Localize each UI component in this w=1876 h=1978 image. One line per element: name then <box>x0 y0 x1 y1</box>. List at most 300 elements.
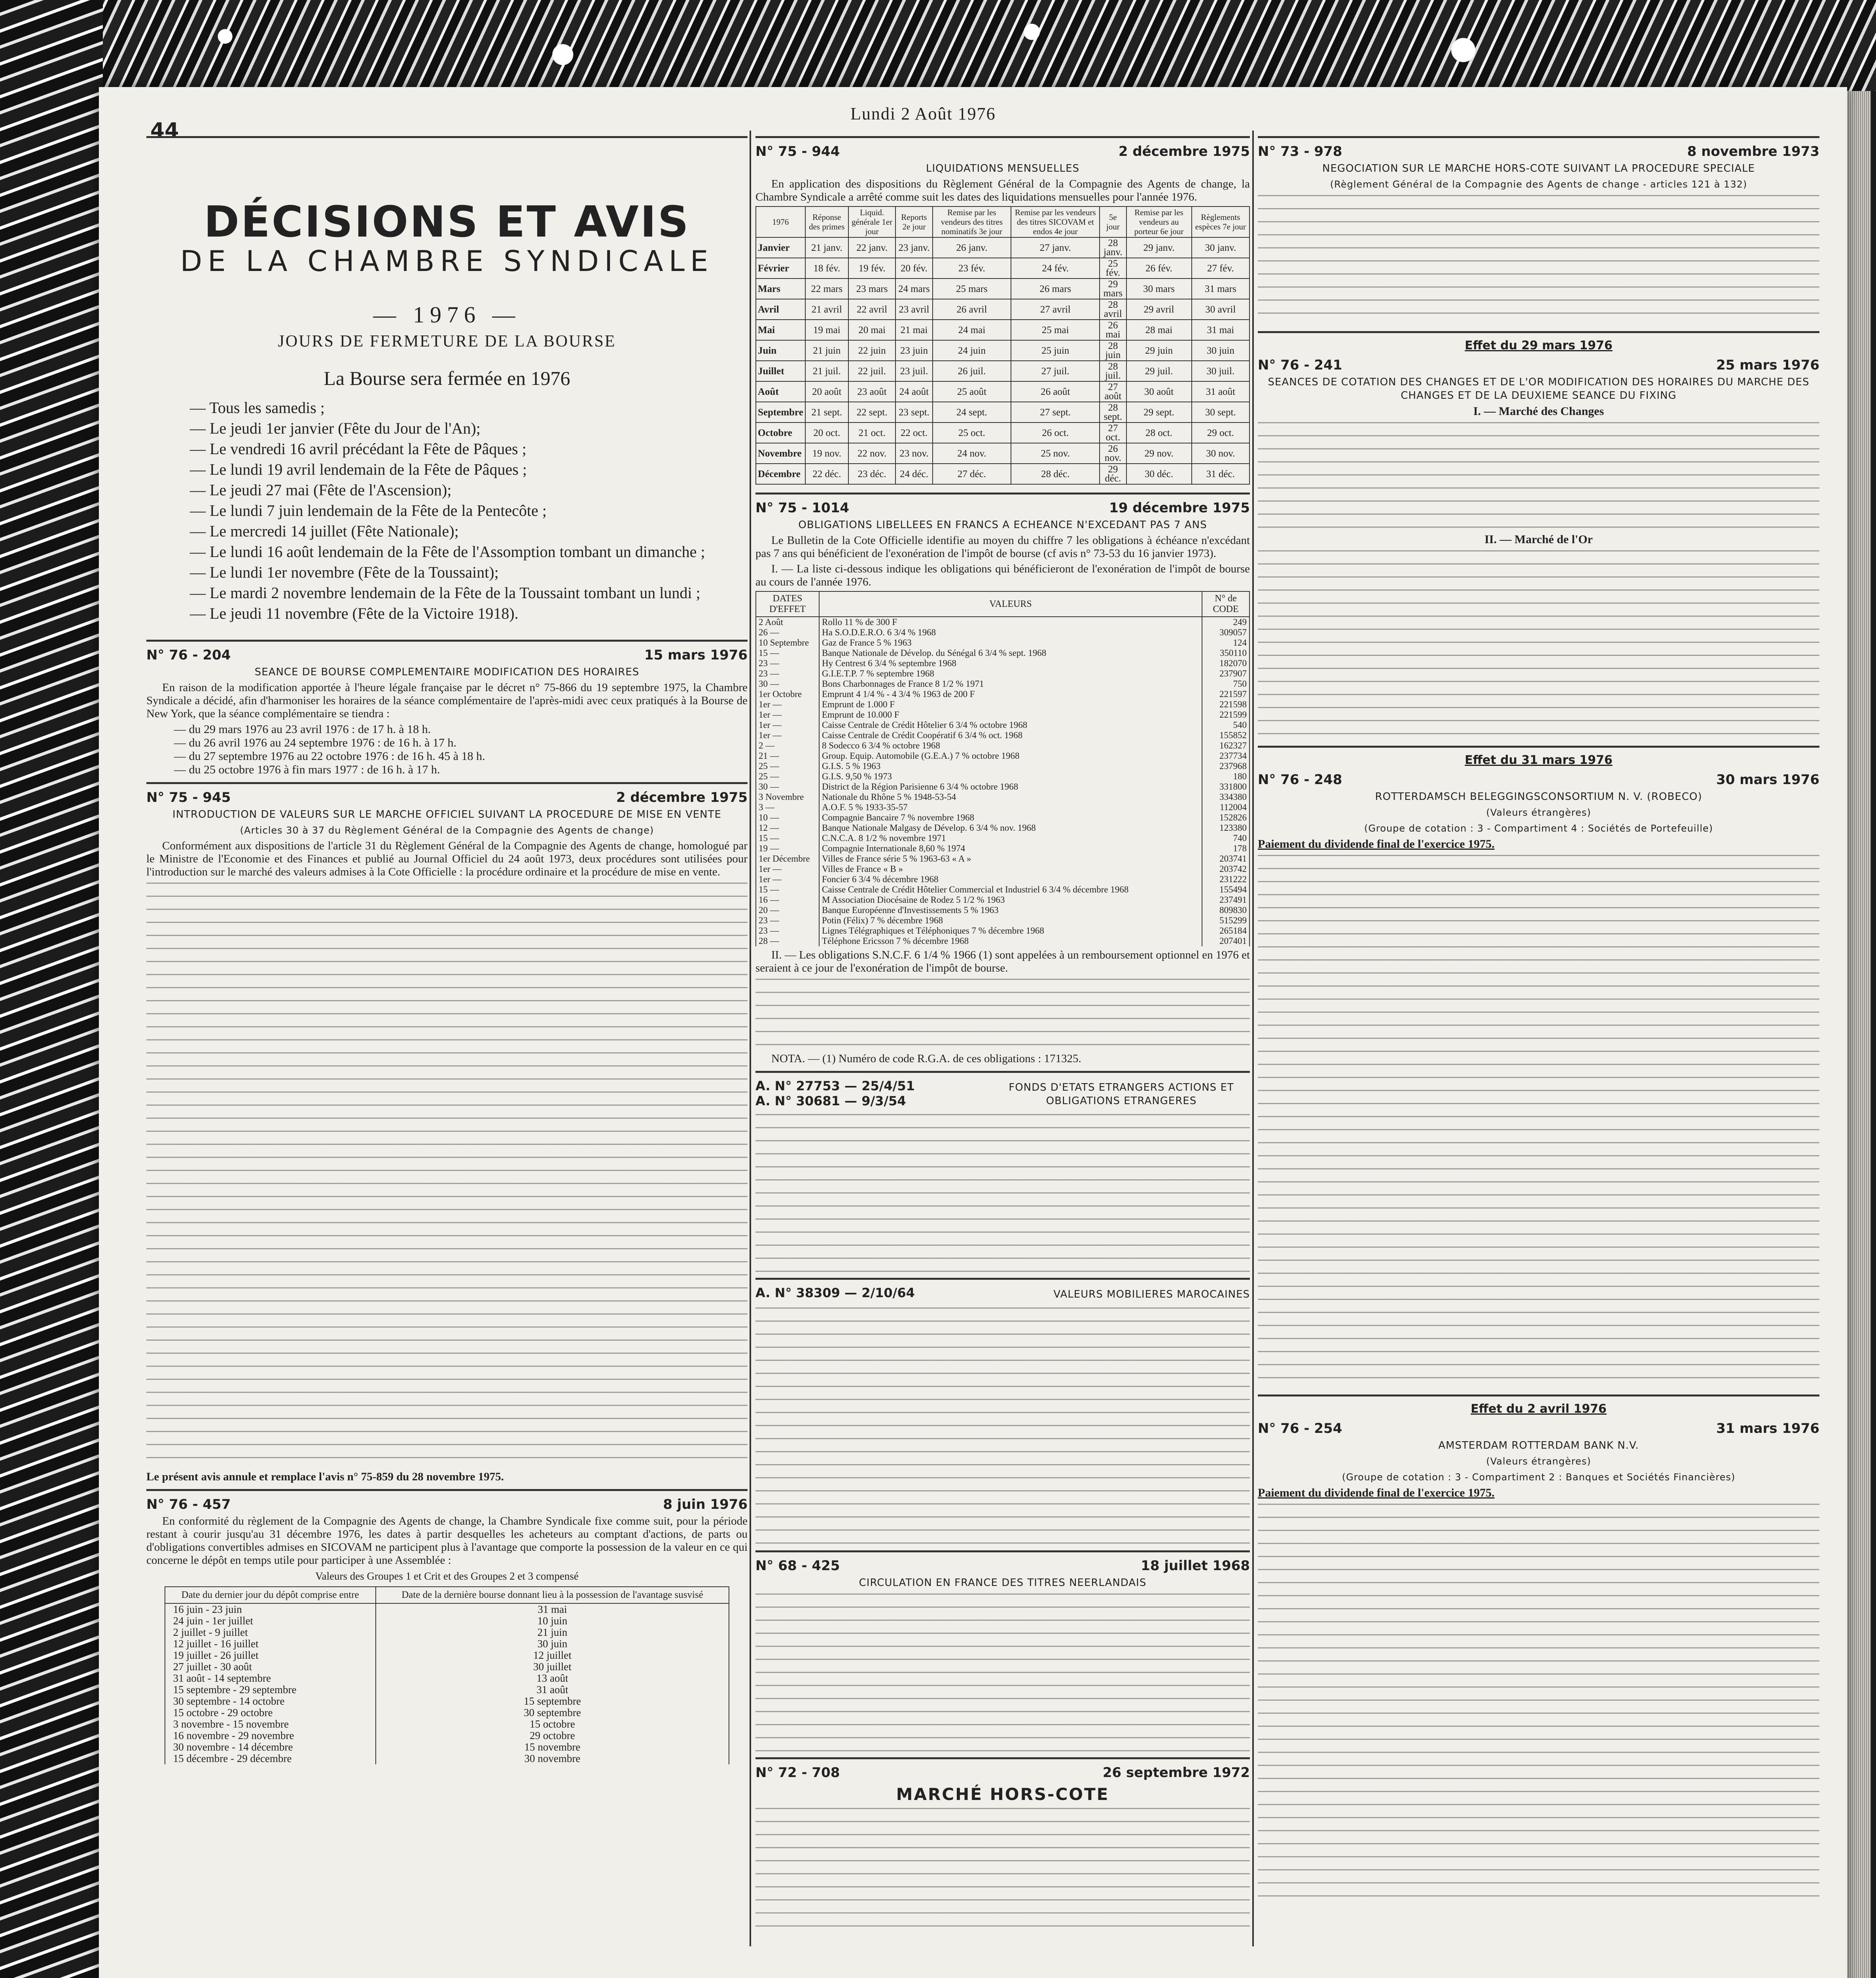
notice-text: En conformité du règlement de la Compagnie des Agents de change, la Chambre Syndicale fixe comme suit, pour la période restant à courir jusqu'au 31 décembre 1976, les dates à partir desquelles les acheteurs au comptant d'actions, de parts ou d'obligations convertibles admises en SICOVAM ne participent plus à l'avantage que comporte la possession de la valeur en ce qui concerne le dépôt en temps utile pour participer à une Assemblée : <box>146 1515 748 1567</box>
notice-subtitle: (Valeurs étrangères) <box>1486 807 1591 818</box>
month-cell: Juin <box>756 340 805 361</box>
table-row <box>165 1753 729 1764</box>
date-cell: 24 mai <box>933 320 1011 340</box>
code-cell: 112004 <box>1202 802 1249 813</box>
body-text-block <box>755 979 1250 1050</box>
value-cell: Banque Nationale Malgasy de Dévelop. 6 3/4 % nov. 1968 <box>819 823 1202 833</box>
month-cell: Avril <box>756 299 805 320</box>
table-row <box>165 1650 729 1661</box>
notice-header <box>755 1765 1250 1781</box>
notice-date: 15 mars 1976 <box>644 647 748 663</box>
date-range-cell: 15 décembre - 29 décembre <box>165 1753 376 1764</box>
table-row <box>756 464 1249 484</box>
notice-title: ROTTERDAMSCH BELEGGINGSCONSORTIUM N. V. (ROBECO) <box>1375 791 1702 803</box>
date-cell: 13 août <box>376 1673 729 1684</box>
date-cell: 1er Octobre <box>756 689 819 699</box>
year-line: — 1976 — <box>373 302 521 328</box>
date-cell: 30 septembre <box>376 1707 729 1718</box>
list-item: — Le jeudi 1er janvier (Fête du Jour de l'An); <box>190 419 481 437</box>
code-cell: 182070 <box>1202 658 1249 669</box>
date-cell: 26 mai <box>1100 320 1126 340</box>
date-cell: 1er — <box>756 730 819 741</box>
code-cell: 515299 <box>1202 915 1249 926</box>
notice-header <box>1258 1421 1819 1436</box>
notice-text: I. — La liste ci-dessous indique les obligations qui bénéficieront de l'exonération de l'impôt de bourse au cours de l'année 1976. <box>755 563 1250 588</box>
effective-date: Effet du 29 mars 1976 <box>1465 339 1613 352</box>
date-cell: 23 juin <box>895 340 932 361</box>
date-cell: 25 août <box>933 381 1011 402</box>
date-cell: 25 juin <box>1011 340 1100 361</box>
date-cell: 31 août <box>1192 381 1249 402</box>
notice-title: INTRODUCTION DE VALEURS SUR LE MARCHE OFFICIEL SUIVANT LA PROCEDURE DE MISE EN VENTE <box>172 809 721 820</box>
date-cell: 3 Novembre <box>756 792 819 802</box>
date-cell: 23 mars <box>848 279 896 299</box>
date-range-cell: 16 juin - 23 juin <box>165 1603 376 1615</box>
date-range-cell: 3 novembre - 15 novembre <box>165 1718 376 1730</box>
table-header: Liquid. générale 1er jour <box>848 207 896 237</box>
table-row <box>756 936 1249 946</box>
value-cell: Emprunt de 10.000 F <box>819 710 1202 720</box>
date-cell: 31 mars <box>1192 279 1249 299</box>
date-cell: 22 mars <box>805 279 848 299</box>
date-cell: 2 Août <box>756 617 819 627</box>
date-cell: 22 oct. <box>895 423 932 443</box>
date-cell: 25 — <box>756 761 819 771</box>
notice-ref: N° 75 - 944 <box>755 144 840 159</box>
table-header: Reports 2e jour <box>895 207 932 237</box>
date-cell: 26 août <box>1011 381 1100 402</box>
column-left <box>146 131 748 1946</box>
code-cell: 155852 <box>1202 730 1249 741</box>
code-cell: 124 <box>1202 638 1249 648</box>
column-middle <box>755 131 1250 1946</box>
date-cell: 30 juil. <box>1192 361 1249 381</box>
date-cell: 21 juin <box>805 340 848 361</box>
month-cell: Septembre <box>756 402 805 423</box>
month-cell: Mai <box>756 320 805 340</box>
table-header: 5e jour <box>1100 207 1126 237</box>
code-cell: 750 <box>1202 679 1249 689</box>
table-row <box>165 1638 729 1650</box>
date-cell: 28 avril <box>1100 299 1126 320</box>
page-subtitle: DE LA CHAMBRE SYNDICALE <box>180 244 714 278</box>
date-cell: 1er — <box>756 710 819 720</box>
notice-ref: N° 76 - 248 <box>1258 772 1342 788</box>
table-row <box>756 782 1249 792</box>
code-cell: 540 <box>1202 720 1249 730</box>
table-row <box>165 1730 729 1741</box>
date-cell: 30 nov. <box>1192 443 1249 464</box>
date-cell: 27 avril <box>1011 299 1100 320</box>
date-cell: 30 mars <box>1126 279 1192 299</box>
notice-group: (Groupe de cotation : 3 - Compartiment 2 : Banques et Sociétés Financières) <box>1342 1472 1736 1483</box>
notice-date: 2 décembre 1975 <box>616 790 748 805</box>
date-cell: 30 janv. <box>1192 237 1249 258</box>
notice-date: 30 mars 1976 <box>1716 772 1819 788</box>
table-row <box>165 1741 729 1753</box>
value-cell: Banque Nationale de Dévelop. du Sénégal 6 3/4 % sept. 1968 <box>819 648 1202 658</box>
code-cell: 237491 <box>1202 895 1249 905</box>
table-row <box>756 627 1249 638</box>
body-text-block <box>1258 1504 1819 1899</box>
date-cell: 25 — <box>756 771 819 782</box>
table-row <box>756 320 1249 340</box>
table-row <box>756 823 1249 833</box>
list-item: — du 27 septembre 1976 au 22 octobre 1976 : de 16 h. 45 à 18 h. <box>174 750 485 763</box>
table-row <box>165 1718 729 1730</box>
column-right <box>1258 131 1819 1946</box>
table-row <box>756 771 1249 782</box>
list-item: — Le mardi 2 novembre lendemain de la Fête de la Toussaint tombant un lundi ; <box>190 584 700 602</box>
value-cell: A.O.F. 5 % 1933-35-57 <box>819 802 1202 813</box>
table-row <box>165 1603 729 1615</box>
code-cell: 237968 <box>1202 761 1249 771</box>
code-cell: 265184 <box>1202 926 1249 936</box>
table-row <box>756 915 1249 926</box>
divider <box>755 493 1250 494</box>
value-cell: Téléphone Ericsson 7 % décembre 1968 <box>819 936 1202 946</box>
month-cell: Octobre <box>756 423 805 443</box>
date-cell: 31 mai <box>1192 320 1249 340</box>
date-cell: 25 oct. <box>933 423 1011 443</box>
notice-text: Conformément aux dispositions de l'article 31 du Règlement Général de la Compagnie des Agents de change, homologué par le Ministre de l'Economie et des Finances et publié au Journal Officiel du 24 août 1973, deux procédures sont utilisées pour l'introduction sur le marché des valeurs admises à la Cote Officielle : la procédure ordinaire et la procédure de mise en vente. <box>146 839 748 878</box>
divider <box>1258 1394 1819 1396</box>
list-item: — du 29 mars 1976 au 23 avril 1976 : de 17 h. à 18 h. <box>174 723 431 736</box>
value-cell: Ha S.O.D.E.R.O. 6 3/4 % 1968 <box>819 627 1202 638</box>
notice-text: Le Bulletin de la Cote Officielle identifie au moyen du chiffre 7 les obligations à échéance n'excédant pas 7 ans qui bénéficient de l'exonération de l'impôt de bourse (cf avis n° 73-53 du 16 janvier 1973). <box>755 534 1250 560</box>
date-cell: 15 — <box>756 885 819 895</box>
date-cell: 27 déc. <box>933 464 1011 484</box>
page-number: 44 <box>150 119 179 142</box>
date-cell: 15 — <box>756 833 819 843</box>
notice-ref: N° 72 - 708 <box>755 1765 840 1781</box>
date-cell: 23 — <box>756 926 819 936</box>
date-cell: 25 fév. <box>1100 258 1126 279</box>
date-cell: 30 août <box>1126 381 1192 402</box>
code-cell: 221597 <box>1202 689 1249 699</box>
date-cell: 10 — <box>756 813 819 823</box>
date-cell: 23 août <box>848 381 896 402</box>
date-cell: 29 juil. <box>1126 361 1192 381</box>
code-cell: 207401 <box>1202 936 1249 946</box>
table-row <box>756 741 1249 751</box>
date-cell: 31 déc. <box>1192 464 1249 484</box>
table-row <box>756 730 1249 741</box>
notice-ref: N° 76 - 241 <box>1258 357 1342 373</box>
notice-date: 31 mars 1976 <box>1716 1421 1819 1436</box>
list-item: — Le jeudi 11 novembre (Fête de la Victoire 1918). <box>190 604 519 622</box>
code-cell: 180 <box>1202 771 1249 782</box>
table-header: Remise par les vendeurs des titres SICOVAM et endos 4e jour <box>1011 207 1100 237</box>
date-cell: 18 fév. <box>805 258 848 279</box>
code-cell: 237907 <box>1202 669 1249 679</box>
notice-title: SEANCE DE BOURSE COMPLEMENTAIRE MODIFICATION DES HORAIRES <box>254 666 640 678</box>
effective-date: Effet du 2 avril 1976 <box>1471 1402 1607 1416</box>
date-range-cell: 30 septembre - 14 octobre <box>165 1696 376 1707</box>
table-header: Date de la dernière bourse donnant lieu à la possession de l'avantage susvisé <box>376 1587 729 1603</box>
date-cell: 29 oct. <box>1192 423 1249 443</box>
date-cell: 10 Septembre <box>756 638 819 648</box>
divider <box>755 136 1250 138</box>
date-range-cell: 30 novembre - 14 décembre <box>165 1741 376 1753</box>
value-cell: Potin (Félix) 7 % décembre 1968 <box>819 915 1202 926</box>
date-cell: 25 mars <box>933 279 1011 299</box>
value-cell: G.I.E.T.P. 7 % septembre 1968 <box>819 669 1202 679</box>
date-cell: 19 — <box>756 843 819 854</box>
date-cell: 23 avril <box>895 299 932 320</box>
notice-title: OBLIGATIONS LIBELLEES EN FRANCS A ECHEANCE N'EXCEDANT PAS 7 ANS <box>798 519 1207 531</box>
table-row <box>756 710 1249 720</box>
date-cell: 20 août <box>805 381 848 402</box>
date-cell: 28 mai <box>1126 320 1192 340</box>
notice-date: 25 mars 1976 <box>1716 357 1819 373</box>
code-cell: 331800 <box>1202 782 1249 792</box>
table-title: Valeurs des Groupes 1 et Crit et des Groupes 2 et 3 compensé <box>315 1570 579 1582</box>
date-range-cell: 12 juillet - 16 juillet <box>165 1638 376 1650</box>
body-text-block <box>1258 422 1819 533</box>
date-cell: 22 déc. <box>805 464 848 484</box>
code-cell: 152826 <box>1202 813 1249 823</box>
table-row <box>165 1627 729 1638</box>
code-cell: 334380 <box>1202 792 1249 802</box>
table-row <box>165 1684 729 1696</box>
date-cell: 10 juin <box>376 1615 729 1627</box>
notice-ref: N° 76 - 254 <box>1258 1421 1342 1436</box>
divider <box>1258 746 1819 748</box>
notice-group: (Groupe de cotation : 3 - Compartiment 4 : Sociétés de Portefeuille) <box>1364 823 1713 834</box>
notice-header <box>1258 772 1819 788</box>
date-cell: 29 nov. <box>1126 443 1192 464</box>
date-cell: 23 sept. <box>895 402 932 423</box>
date-cell: 31 mai <box>376 1603 729 1615</box>
date-cell: 21 mai <box>895 320 932 340</box>
table-header: Remise par les vendeurs des titres nominatifs 3e jour <box>933 207 1011 237</box>
notice-subtitle: (Règlement Général de la Compagnie des Agents de change - articles 121 à 132) <box>1330 179 1747 190</box>
notice-title: LIQUIDATIONS MENSUELLES <box>926 163 1080 174</box>
date-cell: 15 octobre <box>376 1718 729 1730</box>
date-cell: 28 juil. <box>1100 361 1126 381</box>
table-row <box>756 813 1249 823</box>
table-row <box>756 658 1249 669</box>
table-header: Date du dernier jour du dépôt comprise entre <box>165 1587 376 1603</box>
value-cell: Villes de France « B » <box>819 864 1202 874</box>
notice-ref: A. N° 27753 — 25/4/51 <box>755 1078 915 1093</box>
date-cell: 20 — <box>756 905 819 915</box>
value-cell: M Association Diocésaine de Rodez 5 1/2 % 1963 <box>819 895 1202 905</box>
list-item: — du 25 octobre 1976 à fin mars 1977 : de 16 h. à 17 h. <box>174 763 440 776</box>
date-cell: 21 oct. <box>848 423 896 443</box>
table-row <box>756 423 1249 443</box>
table-header: Remise par les vendeurs au porteur 6e jour <box>1126 207 1192 237</box>
list-item: — Le vendredi 16 avril précédant la Fête de Pâques ; <box>190 440 526 458</box>
table-header: VALEURS <box>819 591 1202 617</box>
date-cell: 1er — <box>756 874 819 885</box>
notice-date: 26 septembre 1972 <box>1102 1765 1250 1781</box>
notice-header <box>146 790 748 805</box>
date-cell: 29 avril <box>1126 299 1192 320</box>
divider <box>146 136 748 138</box>
date-cell: 27 août <box>1100 381 1126 402</box>
table-row <box>756 885 1249 895</box>
date-cell: 30 avril <box>1192 299 1249 320</box>
liquidation-table <box>755 206 1250 485</box>
date-cell: 30 juin <box>376 1638 729 1650</box>
value-cell: Emprunt 4 1/4 % - 4 3/4 % 1963 de 200 F <box>819 689 1202 699</box>
notice-text: En application des dispositions du Règlement Général de la Compagnie des Agents de change, la Chambre Syndicale a arrêté comme suit les dates des liquidations mensuelles pour l'année 1976. <box>755 178 1250 203</box>
date-cell: 2 — <box>756 741 819 751</box>
date-cell: 16 — <box>756 895 819 905</box>
date-cell: 26 janv. <box>933 237 1011 258</box>
notice-header <box>755 1558 1250 1574</box>
notice-title: SEANCES DE COTATION DES CHANGES ET DE L'OR MODIFICATION DES HORAIRES DU MARCHE DES CHANGES ET DE LA DEUXIEME SEANCE DU FIXING <box>1268 376 1810 402</box>
code-cell: 155494 <box>1202 885 1249 895</box>
date-cell: 26 oct. <box>1011 423 1100 443</box>
date-cell: 26 mars <box>1011 279 1100 299</box>
date-cell: 26 juil. <box>933 361 1011 381</box>
table-row <box>756 443 1249 464</box>
notice-header <box>146 647 748 663</box>
closure-lead: La Bourse sera fermée en 1976 <box>324 367 570 389</box>
column-rule <box>1252 131 1254 1946</box>
date-cell: 24 sept. <box>933 402 1011 423</box>
date-cell: 27 oct. <box>1100 423 1126 443</box>
date-cell: 1er Décembre <box>756 854 819 864</box>
date-cell: 28 oct. <box>1126 423 1192 443</box>
table-row <box>756 361 1249 381</box>
value-cell: Lignes Télégraphiques et Téléphoniques 7 % décembre 1968 <box>819 926 1202 936</box>
code-cell: 178 <box>1202 843 1249 854</box>
list-item: — Le lundi 19 avril lendemain de la Fête de Pâques ; <box>190 460 527 478</box>
notice-date: 2 décembre 1975 <box>1118 144 1250 159</box>
date-cell: 24 juin <box>933 340 1011 361</box>
date-cell: 23 — <box>756 658 819 669</box>
notice-subtitle: (Articles 30 à 37 du Règlement Général de la Compagnie des Agents de change) <box>240 825 654 836</box>
table-row <box>756 905 1249 915</box>
table-header: DATES D'EFFET <box>756 591 819 617</box>
date-cell: 24 déc. <box>895 464 932 484</box>
value-cell: G.I.S. 9,50 % 1973 <box>819 771 1202 782</box>
date-cell: 30 déc. <box>1126 464 1192 484</box>
table-row <box>756 638 1249 648</box>
value-cell: Group. Equip. Automobile (G.E.A.) 7 % octobre 1968 <box>819 751 1202 761</box>
code-cell: 350110 <box>1202 648 1249 658</box>
date-cell: 19 mai <box>805 320 848 340</box>
date-cell: 19 fév. <box>848 258 896 279</box>
date-cell: 23 — <box>756 669 819 679</box>
date-cell: 22 juil. <box>848 361 896 381</box>
divider <box>755 1757 1250 1759</box>
date-cell: 19 nov. <box>805 443 848 464</box>
page-title: DÉCISIONS ET AVIS <box>204 197 690 247</box>
value-cell: Compagnie Internationale 8,60 % 1974 <box>819 843 1202 854</box>
date-range-cell: 15 octobre - 29 octobre <box>165 1707 376 1718</box>
date-cell: 30 novembre <box>376 1753 729 1764</box>
list-item: — Le lundi 16 août lendemain de la Fête de l'Assomption tombant un dimanche ; <box>190 543 705 561</box>
value-cell: Compagnie Bancaire 7 % novembre 1968 <box>819 813 1202 823</box>
section-heading: Paiement du dividende final de l'exercice 1975. <box>1258 837 1495 851</box>
date-cell: 26 fév. <box>1126 258 1192 279</box>
dates-table <box>165 1586 730 1764</box>
date-cell: 29 octobre <box>376 1730 729 1741</box>
date-cell: 20 mai <box>848 320 896 340</box>
date-cell: 23 janv. <box>895 237 932 258</box>
date-cell: 30 juillet <box>376 1661 729 1673</box>
code-cell: 740 <box>1202 833 1249 843</box>
notice-title: MARCHÉ HORS-COTE <box>896 1785 1109 1804</box>
divider <box>146 1489 748 1491</box>
date-cell: 22 avril <box>848 299 896 320</box>
date-cell: 23 — <box>756 915 819 926</box>
notice-header <box>755 1285 1250 1304</box>
code-cell: 162327 <box>1202 741 1249 751</box>
date-cell: 1er — <box>756 720 819 730</box>
date-cell: 29 mars <box>1100 279 1126 299</box>
notice-header <box>755 500 1250 516</box>
date-cell: 28 juin <box>1100 340 1126 361</box>
date-cell: 28 sept. <box>1100 402 1126 423</box>
notice-ref: N° 75 - 1014 <box>755 500 850 516</box>
date-cell: 21 juil. <box>805 361 848 381</box>
table-header: 1976 <box>756 207 805 237</box>
list-item: — du 26 avril 1976 au 24 septembre 1976 : de 16 h. à 17 h. <box>174 736 457 749</box>
table-row <box>756 669 1249 679</box>
date-cell: 28 janv. <box>1100 237 1126 258</box>
date-cell: 26 avril <box>933 299 1011 320</box>
date-cell: 22 janv. <box>848 237 896 258</box>
date-cell: 23 déc. <box>848 464 896 484</box>
table-row <box>756 751 1249 761</box>
notice-title: FONDS D'ETATS ETRANGERS ACTIONS ET OBLIGATIONS ETRANGERES <box>1009 1082 1234 1107</box>
code-cell: 221598 <box>1202 699 1249 710</box>
date-cell: 28 déc. <box>1011 464 1100 484</box>
date-cell: 26 nov. <box>1100 443 1126 464</box>
value-cell: G.I.S. 5 % 1963 <box>819 761 1202 771</box>
divider <box>755 1550 1250 1552</box>
divider <box>146 782 748 784</box>
table-row <box>165 1661 729 1673</box>
notice-header <box>755 1078 1250 1110</box>
table-row <box>756 792 1249 802</box>
table-row <box>165 1696 729 1707</box>
date-range-cell: 31 août - 14 septembre <box>165 1673 376 1684</box>
table-row <box>756 926 1249 936</box>
notice-footer: Le présent avis annule et remplace l'avis n° 75-859 du 28 novembre 1975. <box>146 1470 504 1483</box>
body-text-block <box>755 1307 1250 1545</box>
table-row <box>756 340 1249 361</box>
date-cell: 27 fév. <box>1192 258 1249 279</box>
value-cell: C.N.C.A. 8 1/2 % novembre 1971 <box>819 833 1202 843</box>
notice-title: AMSTERDAM ROTTERDAM BANK N.V. <box>1438 1440 1639 1451</box>
notice-text: II. — Les obligations S.N.C.F. 6 1/4 % 1966 (1) sont appelées à un remboursement optionnel en 1976 et seraient à ce jour de l'exonération de l'impôt de bourse. <box>755 949 1250 974</box>
value-cell: Rollo 11 % de 300 F <box>819 617 1202 627</box>
body-text-block <box>1258 195 1819 326</box>
code-cell: 809830 <box>1202 905 1249 915</box>
date-cell: 27 janv. <box>1011 237 1100 258</box>
date-cell: 30 — <box>756 782 819 792</box>
notice-header <box>146 1497 748 1512</box>
table-row <box>756 761 1249 771</box>
table-row <box>756 833 1249 843</box>
month-cell: Août <box>756 381 805 402</box>
table-row <box>756 279 1249 299</box>
value-cell: Nationale du Rhône 5 % 1948-53-54 <box>819 792 1202 802</box>
binding-cover-left <box>0 0 103 1978</box>
date-cell: 24 nov. <box>933 443 1011 464</box>
notice-ref: N° 76 - 457 <box>146 1497 231 1512</box>
date-range-cell: 24 juin - 1er juillet <box>165 1615 376 1627</box>
date-cell: 23 juil. <box>895 361 932 381</box>
date-cell: 23 nov. <box>895 443 932 464</box>
